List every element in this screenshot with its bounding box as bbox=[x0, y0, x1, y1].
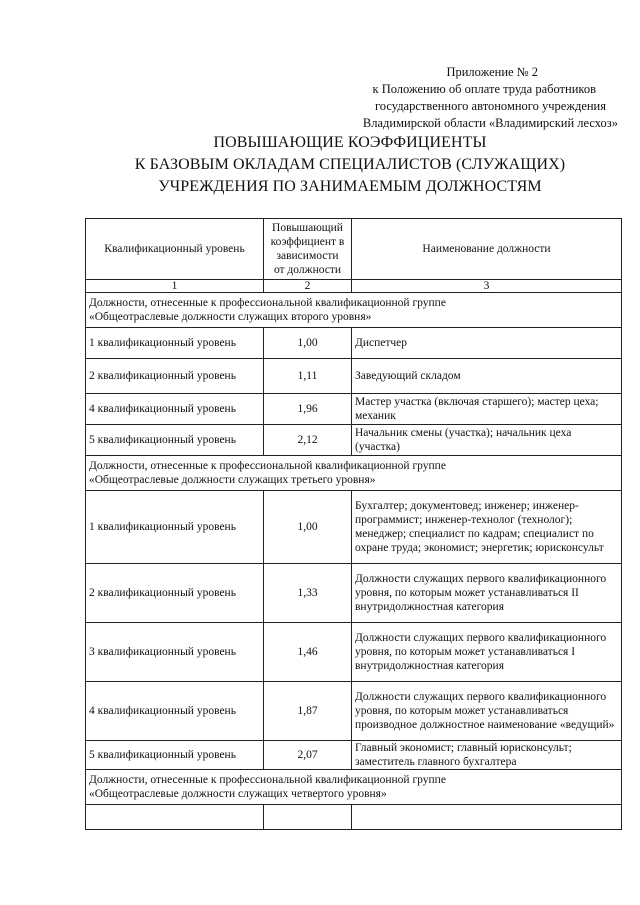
level-cell: 1 квалификационный уровень bbox=[86, 491, 264, 564]
empty-cell bbox=[264, 805, 352, 830]
table-row bbox=[86, 328, 622, 359]
header-coefficient-line: зависимости bbox=[276, 250, 339, 262]
header-position-name: Наименование должности bbox=[352, 219, 622, 280]
column-number: 1 bbox=[86, 280, 264, 293]
table-row bbox=[86, 491, 622, 564]
header-coefficient-line: коэффициент в bbox=[270, 236, 345, 248]
table-header-row bbox=[86, 219, 622, 280]
level-cell: 2 квалификационный уровень bbox=[86, 359, 264, 394]
position-cell: Бухгалтер; документовед; инженер; инженер-программист; инженер-технолог (технолог); менеджер; специалист по кадрам; специалист по охране труда; экономист; энергетик; юрисконсульт bbox=[352, 491, 622, 564]
table-row bbox=[86, 682, 622, 741]
level-cell: 5 квалификационный уровень bbox=[86, 425, 264, 456]
header-coefficient bbox=[264, 219, 352, 280]
group-header-fourth-level bbox=[86, 770, 622, 805]
appendix-block bbox=[260, 64, 620, 132]
column-number: 3 bbox=[352, 280, 622, 293]
group-title-line: «Общеотраслевые должности служащих третьего уровня» bbox=[89, 474, 376, 486]
empty-cell bbox=[352, 805, 622, 830]
heading-line-3: УЧРЕЖДЕНИЯ ПО ЗАНИМАЕМЫМ ДОЛЖНОСТЯМ bbox=[158, 178, 542, 195]
header-level: Квалификационный уровень bbox=[86, 219, 264, 280]
heading-line-2: К БАЗОВЫМ ОКЛАДАМ СПЕЦИАЛИСТОВ (СЛУЖАЩИХ) bbox=[134, 156, 566, 173]
group-title-line: «Общеотраслевые должности служащих четвертого уровня» bbox=[89, 788, 387, 800]
table-row bbox=[86, 425, 622, 456]
group-header-second-level bbox=[86, 293, 622, 328]
coefficient-cell: 1,46 bbox=[264, 623, 352, 682]
header-coefficient-line: Повышающий bbox=[272, 222, 343, 234]
group-title-line: Должности, отнесенные к профессиональной квалификационной группе bbox=[89, 774, 446, 786]
level-cell: 3 квалификационный уровень bbox=[86, 623, 264, 682]
position-cell: Заведующий складом bbox=[352, 359, 622, 394]
position-cell: Должности служащих первого квалификационного уровня, по которым может устанавливаться II внутридолжностная категория bbox=[352, 564, 622, 623]
level-cell: 4 квалификационный уровень bbox=[86, 682, 264, 741]
coefficients-table bbox=[85, 218, 622, 830]
level-cell: 5 квалификационный уровень bbox=[86, 741, 264, 770]
table-row bbox=[86, 394, 622, 425]
group-title bbox=[86, 293, 622, 328]
coefficient-cell: 1,33 bbox=[264, 564, 352, 623]
table-row bbox=[86, 564, 622, 623]
coefficient-cell: 1,87 bbox=[264, 682, 352, 741]
position-cell: Главный экономист; главный юрисконсульт; заместитель главного бухгалтера bbox=[352, 741, 622, 770]
header-coefficient-line: от должности bbox=[273, 264, 342, 276]
appendix-title: Приложение № 2 bbox=[446, 65, 538, 79]
table-row bbox=[86, 623, 622, 682]
appendix-line-3: Владимирской области «Владимирский лесхоз» bbox=[362, 116, 618, 130]
coefficient-cell: 1,11 bbox=[264, 359, 352, 394]
level-cell: 2 квалификационный уровень bbox=[86, 564, 264, 623]
group-title-line: «Общеотраслевые должности служащих второго уровня» bbox=[89, 311, 372, 323]
table-row bbox=[86, 741, 622, 770]
coefficient-cell: 1,96 bbox=[264, 394, 352, 425]
position-cell: Должности служащих первого квалификационного уровня, по которым может устанавливаться производное должностное наименование «ведущий» bbox=[352, 682, 622, 741]
group-header-third-level bbox=[86, 456, 622, 491]
table-continuation-row bbox=[86, 805, 622, 830]
empty-cell bbox=[86, 805, 264, 830]
document-heading bbox=[80, 132, 620, 198]
table-row bbox=[86, 359, 622, 394]
coefficient-cell: 2,07 bbox=[264, 741, 352, 770]
position-cell: Начальник смены (участка); начальник цеха (участка) bbox=[352, 425, 622, 456]
group-title bbox=[86, 456, 622, 491]
heading-line-1: ПОВЫШАЮЩИЕ КОЭФФИЦИЕНТЫ bbox=[213, 134, 487, 151]
column-number: 2 bbox=[264, 280, 352, 293]
appendix-line-1: к Положению об оплате труда работников bbox=[372, 82, 596, 96]
position-cell: Мастер участка (включая старшего); мастер цеха; механик bbox=[352, 394, 622, 425]
group-title bbox=[86, 770, 622, 805]
coefficient-cell: 2,12 bbox=[264, 425, 352, 456]
level-cell: 4 квалификационный уровень bbox=[86, 394, 264, 425]
position-cell: Диспетчер bbox=[352, 328, 622, 359]
column-number-row bbox=[86, 280, 622, 293]
group-title-line: Должности, отнесенные к профессиональной квалификационной группе bbox=[89, 460, 446, 472]
coefficient-cell: 1,00 bbox=[264, 491, 352, 564]
position-cell: Должности служащих первого квалификационного уровня, по которым может устанавливаться I внутридолжностная категория bbox=[352, 623, 622, 682]
level-cell: 1 квалификационный уровень bbox=[86, 328, 264, 359]
coefficient-cell: 1,00 bbox=[264, 328, 352, 359]
appendix-line-2: государственного автономного учреждения bbox=[374, 99, 606, 113]
group-title-line: Должности, отнесенные к профессиональной квалификационной группе bbox=[89, 297, 446, 309]
